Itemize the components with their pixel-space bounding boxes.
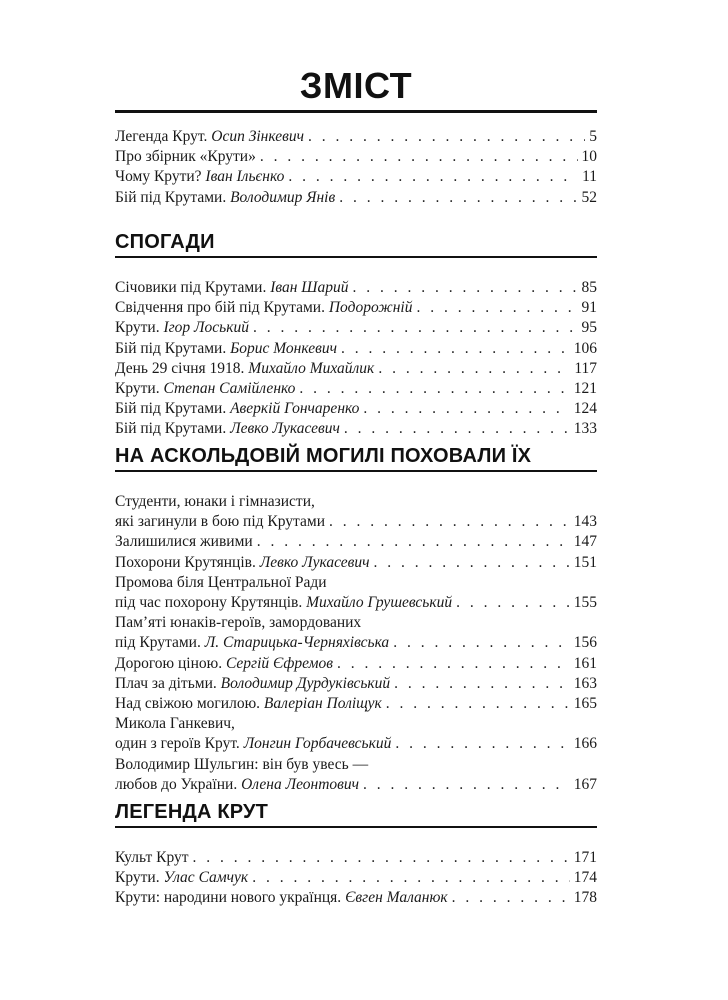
entry-title: День 29 січня 1918. xyxy=(115,359,245,377)
entry-title: Крути. xyxy=(115,380,160,398)
toc-list xyxy=(115,278,597,440)
entry-page-number: 133 xyxy=(573,420,597,438)
toc-entry[interactable] xyxy=(115,674,597,694)
entry-line xyxy=(115,359,597,379)
entry-title: Залишилися живими xyxy=(115,533,253,551)
dot-leader xyxy=(395,734,569,754)
toc-entry[interactable] xyxy=(115,888,597,908)
entry-author: Євген Маланюк xyxy=(345,889,448,907)
toc-entry[interactable] xyxy=(115,694,597,714)
toc-entry[interactable] xyxy=(115,298,597,318)
toc-entry[interactable] xyxy=(115,848,597,868)
entry-title: Бій під Крутами. xyxy=(115,420,227,438)
toc-entry[interactable] xyxy=(115,492,597,532)
entry-title: Січовики під Крутами. xyxy=(115,279,267,296)
section-heading: НА АСКОЛЬДОВІЙ МОГИЛІ ПОХОВАЛИ ЇХ xyxy=(115,444,597,472)
entry-page-number: 52 xyxy=(581,188,597,206)
toc-entry[interactable] xyxy=(115,188,597,208)
entry-author: Іван Шарий xyxy=(270,279,349,296)
toc-entry[interactable] xyxy=(115,359,597,379)
entry-author: Л. Старицька-Черняхівська xyxy=(204,634,390,652)
toc-entry[interactable] xyxy=(115,127,597,147)
entry-title: які загинули в бою під Крутами xyxy=(115,513,325,531)
entry-author: Сергій Єфремов xyxy=(225,654,334,672)
entry-line xyxy=(115,512,597,532)
dot-leader xyxy=(339,188,577,208)
dot-leader xyxy=(252,868,570,888)
entry-line xyxy=(115,775,597,795)
entry-line xyxy=(115,127,597,147)
dot-leader xyxy=(344,419,570,439)
toc-entry[interactable] xyxy=(115,714,597,754)
entry-line xyxy=(115,167,597,187)
entry-line xyxy=(115,553,597,573)
dot-leader xyxy=(257,532,570,552)
entry-author: Аверкій Гончаренко xyxy=(230,400,360,418)
entry-author: Олена Леонтович xyxy=(241,775,360,793)
entry-line xyxy=(115,848,597,868)
dot-leader xyxy=(374,553,570,573)
entry-title: Бій під Крутами. xyxy=(115,339,227,357)
entry-page-number: 167 xyxy=(573,775,597,793)
toc-entry[interactable] xyxy=(115,419,597,439)
toc-entry[interactable] xyxy=(115,755,597,795)
toc-entry[interactable] xyxy=(115,868,597,888)
toc-entry[interactable] xyxy=(115,532,597,552)
entry-page-number: 91 xyxy=(581,299,597,317)
entry-title: Плач за дітьми. xyxy=(115,674,217,692)
entry-page-number: 161 xyxy=(573,654,597,672)
entry-line xyxy=(115,419,597,439)
dot-leader xyxy=(394,674,570,694)
entry-line xyxy=(115,654,597,674)
toc-entry[interactable] xyxy=(115,553,597,573)
toc-entry[interactable] xyxy=(115,573,597,613)
section-heading: СПОГАДИ xyxy=(115,230,597,258)
entry-page-number: 11 xyxy=(582,168,597,186)
title-rule xyxy=(115,110,597,113)
entry-title: Легенда Крут. xyxy=(115,128,208,145)
entry-author: Володимир Янів xyxy=(230,188,336,206)
entry-title: Про збірник «Крути» xyxy=(115,148,256,166)
toc-section-memoirs xyxy=(115,230,597,440)
entry-title: любов до України. xyxy=(115,775,238,793)
toc-entry[interactable] xyxy=(115,613,597,653)
entry-title: Крути: народини нового українця. xyxy=(115,889,342,907)
dot-leader xyxy=(378,359,570,379)
toc-entry[interactable] xyxy=(115,147,597,167)
dot-leader xyxy=(253,318,578,338)
entry-author: Левко Лукасевич xyxy=(259,553,370,571)
entry-author: Осип Зінкевич xyxy=(211,128,304,145)
dot-leader xyxy=(452,888,570,908)
entry-author: Володимир Дурдуківський xyxy=(220,674,391,692)
entry-author: Подорожній xyxy=(328,299,413,317)
entry-line xyxy=(115,379,597,399)
section-heading: ЛЕГЕНДА КРУТ xyxy=(115,800,597,828)
entry-page-number: 151 xyxy=(573,553,597,571)
dot-leader xyxy=(363,775,570,795)
entry-title: Свідчення про бій під Крутами. xyxy=(115,299,325,317)
entry-title: Похорони Крутянців. xyxy=(115,553,256,571)
dot-leader xyxy=(393,633,570,653)
entry-page-number: 124 xyxy=(573,400,597,418)
toc-entry[interactable] xyxy=(115,278,597,298)
entry-page-number: 95 xyxy=(581,319,597,337)
entry-page-number: 85 xyxy=(581,279,597,296)
dot-leader xyxy=(341,339,570,359)
entry-line xyxy=(115,674,597,694)
entry-page-number: 178 xyxy=(573,889,597,907)
entry-title: один з героїв Крут. xyxy=(115,735,240,753)
entry-title: Над свіжою могилою. xyxy=(115,695,261,713)
entry-page-number: 117 xyxy=(574,359,597,377)
entry-page-number: 143 xyxy=(573,513,597,531)
dot-leader xyxy=(288,167,578,187)
entry-page-number: 174 xyxy=(573,869,597,887)
dot-leader xyxy=(386,694,570,714)
dot-leader xyxy=(260,147,578,167)
entry-line xyxy=(115,147,597,167)
entry-title: Бій під Крутами. xyxy=(115,188,227,206)
entry-line xyxy=(115,532,597,552)
entry-author: Борис Монкевич xyxy=(230,339,337,357)
dot-leader xyxy=(193,848,570,868)
entry-page-number: 10 xyxy=(581,148,597,166)
dot-leader xyxy=(329,512,570,532)
entry-page-number: 155 xyxy=(573,594,597,612)
entry-line xyxy=(115,188,597,208)
entry-title: Бій під Крутами. xyxy=(115,400,227,418)
entry-line xyxy=(115,298,597,318)
toc-entry[interactable] xyxy=(115,654,597,674)
dot-leader xyxy=(308,127,585,147)
dot-leader xyxy=(456,593,570,613)
entry-author: Лонгин Горбачевський xyxy=(243,735,392,753)
dot-leader xyxy=(363,399,569,419)
entry-line xyxy=(115,318,597,338)
toc-section-intro xyxy=(115,127,597,208)
entry-author: Левко Лукасевич xyxy=(230,420,340,438)
entry-author: Валеріан Поліщук xyxy=(263,695,382,713)
entry-line xyxy=(115,399,597,419)
entry-author: Іван Ільєнко xyxy=(205,168,285,186)
entry-title: Чому Крути? xyxy=(115,168,202,186)
toc-section-askold-grave xyxy=(115,444,597,795)
entry-author: Улас Самчук xyxy=(163,869,249,887)
entry-title-first-line: Студенти, юнаки і гімназисти, xyxy=(115,493,315,510)
entry-page-number: 106 xyxy=(573,339,597,357)
entry-title-first-line: Промова біля Центральної Ради xyxy=(115,573,327,591)
entry-line xyxy=(115,633,597,653)
dot-leader xyxy=(299,379,569,399)
dot-leader xyxy=(352,278,577,298)
entry-page-number: 121 xyxy=(573,380,597,398)
entry-line xyxy=(115,339,597,359)
entry-author: Ігор Лоський xyxy=(163,319,249,337)
entry-page-number: 166 xyxy=(573,735,597,753)
entry-line xyxy=(115,593,597,613)
entry-page-number: 171 xyxy=(573,849,597,866)
toc-list xyxy=(115,492,597,795)
toc-list xyxy=(115,848,597,909)
entry-author: Михайло Грушевський xyxy=(306,594,453,612)
entry-author: Степан Самійленко xyxy=(163,380,296,398)
toc-entry[interactable] xyxy=(115,399,597,419)
dot-leader xyxy=(337,654,570,674)
entry-title: Крути. xyxy=(115,869,160,887)
toc-section-legend xyxy=(115,800,597,909)
entry-title-first-line: Микола Ганкевич, xyxy=(115,715,235,733)
entry-title: Дорогою ціною. xyxy=(115,654,223,672)
entry-author: Михайло Михайлик xyxy=(248,359,375,377)
entry-page-number: 147 xyxy=(573,533,597,551)
entry-line xyxy=(115,734,597,754)
toc-list xyxy=(115,127,597,208)
page-title: ЗМІСТ xyxy=(299,65,413,106)
entry-line xyxy=(115,868,597,888)
entry-title-first-line: Володимир Шульгин: він був увесь — xyxy=(115,755,369,773)
entry-page-number: 5 xyxy=(589,128,597,145)
entry-title: під Крутами. xyxy=(115,634,201,652)
entry-line xyxy=(115,694,597,714)
toc-entry[interactable] xyxy=(115,339,597,359)
entry-page-number: 165 xyxy=(573,695,597,713)
entry-line xyxy=(115,888,597,908)
toc-entry[interactable] xyxy=(115,167,597,187)
entry-title: під час похорону Крутянців. xyxy=(115,594,303,612)
entry-page-number: 163 xyxy=(573,674,597,692)
entry-title-first-line: Пам’яті юнаків-героїв, замордованих xyxy=(115,614,362,632)
entry-title: Культ Крут xyxy=(115,849,189,866)
dot-leader xyxy=(416,298,577,318)
entry-title: Крути. xyxy=(115,319,160,337)
toc-entry[interactable] xyxy=(115,318,597,338)
toc-entry[interactable] xyxy=(115,379,597,399)
entry-page-number: 156 xyxy=(573,634,597,652)
entry-line xyxy=(115,278,597,298)
